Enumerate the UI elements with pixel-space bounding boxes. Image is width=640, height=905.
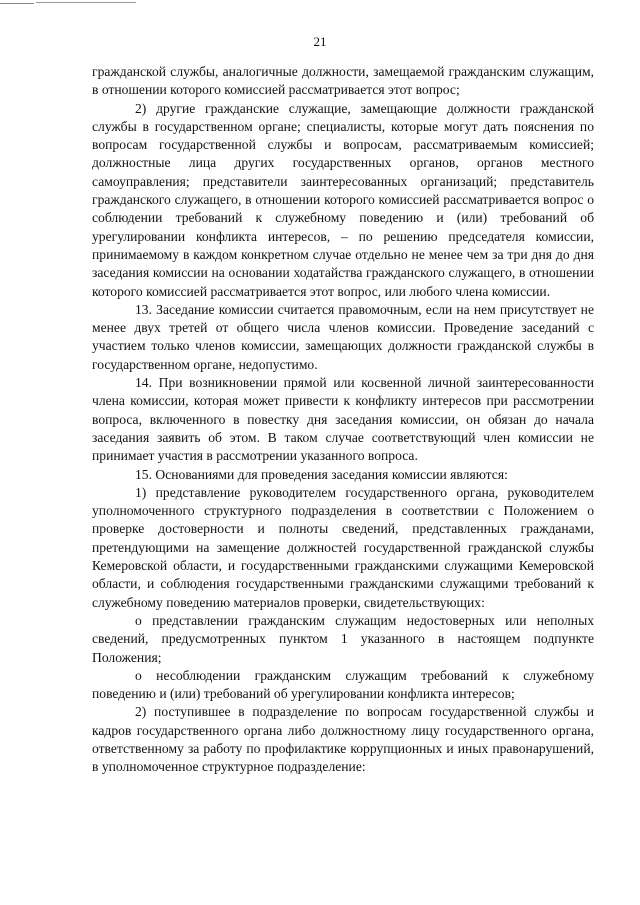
paragraph-15-item-1-sub-b: о несоблюдении гражданским служащим требований к служебному поведению и (или) требований об урегулировании конфликта интересов; bbox=[92, 667, 594, 702]
paragraph-15-item-1-sub-a: о представлении гражданским служащим недостоверных или неполных сведений, предусмотренных пунктом 1 указанного в настоящем подпункте Положения; bbox=[92, 612, 594, 665]
document-body bbox=[92, 63, 594, 777]
page-number: 21 bbox=[313, 34, 327, 49]
paragraph-15-grounds: 15. Основаниями для проведения заседания комиссии являются: bbox=[135, 466, 508, 482]
paragraph-15-item-2: 2) поступившее в подразделение по вопросам государственной службы и кадров государственного органа либо должностному лицу государственного органа, ответственному за работу по профилактике коррупционных и иных правонарушений, в уполномоченное структурное подразделение: bbox=[92, 704, 594, 775]
scan-edge-line bbox=[0, 3, 34, 4]
scan-edge-line bbox=[36, 2, 136, 3]
paragraph-15-item-1: 1) представление руководителем государственного органа, руководителем уполномоченного структурного подразделения в соответствии с Положением о проверке достоверности и полноты сведений, представленных гражданами, претендующими на замещение должностей государственной гражданской службы Кемеровской области, и государственными гражданскими служащими Кемеровской области, и соблюдения государственными гражданскими служащими требований к служебному поведению материалов проверки, свидетельствующих: bbox=[92, 484, 594, 610]
paragraph-14-conflict-of-interest: 14. При возникновении прямой или косвенной личной заинтересованности члена комиссии, которая может привести к конфликту интересов при рассмотрении вопроса, включенного в повестку дня заседания комиссии, он обязан до начала заседания заявить об этом. В таком случае соответствующий член комиссии не принимает участия в рассмотрении указанного вопроса. bbox=[92, 375, 594, 464]
paragraph-continuation: гражданской службы, аналогичные должности, замещаемой гражданским служащим, в отношении которого комиссией рассматривается этот вопрос; bbox=[92, 64, 594, 98]
paragraph-item-2-participants: 2) другие гражданские служащие, замещающие должности гражданской службы в государственном органе; специалисты, которые могут дать пояснения по вопросам государственной службы и вопросам, рассматриваемым комиссией; должностные лица других государственных органов, органов местного самоуправления; представители заинтересованных организаций; представитель гражданского служащего, в отношении которого комиссией рассматривается вопрос о соблюдении требований к служебному поведению и (или) требований об урегулировании конфликта интересов, – по решению председателя комиссии, принимаемому в каждом конкретном случае отдельно не менее чем за три дня до дня заседания комиссии на основании ходатайства гражданского служащего, в отношении которого комиссией рассматривается этот вопрос, или любого члена комиссии. bbox=[92, 100, 594, 299]
paragraph-13-quorum: 13. Заседание комиссии считается правомочным, если на нем присутствует не менее двух третей от общего числа членов комиссии. Проведение заседаний с участием только членов комиссии, замещающих должности гражданской службы в государственном органе, недопустимо. bbox=[92, 301, 594, 372]
